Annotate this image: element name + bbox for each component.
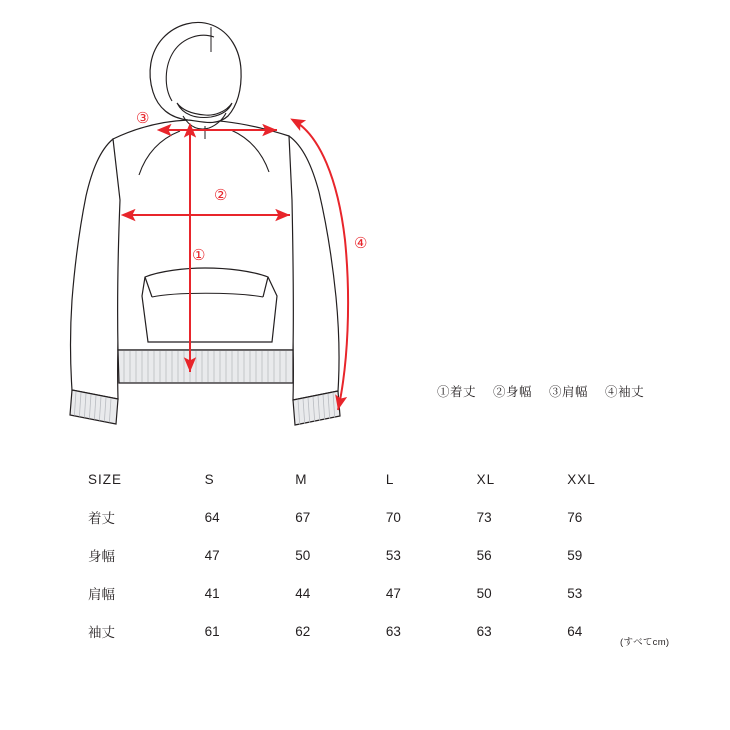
legend-item-shoulder: [549, 385, 588, 399]
table-header-xl: XL: [476, 471, 496, 487]
cell-length-xxl: 76: [567, 509, 583, 525]
legend-label-2: 身幅: [506, 385, 533, 399]
callout-3-label: ③: [136, 110, 150, 127]
table-row: [88, 498, 658, 536]
cell-sleeve-s: 61: [204, 623, 220, 639]
legend-marker-4: ④: [605, 385, 619, 399]
unit-footnote: (すべてcm): [620, 637, 670, 648]
legend-label-3: 肩幅: [562, 385, 589, 399]
cell-shoulder-l: 47: [385, 585, 401, 601]
table-header-m: M: [295, 471, 308, 487]
legend-item-sleeve: [605, 385, 644, 399]
table-row: [88, 612, 658, 650]
cell-sleeve-xl: 63: [476, 623, 492, 639]
cell-length-s: 64: [204, 509, 220, 525]
cell-shoulder-m: 44: [295, 585, 311, 601]
hem-ribbing: [118, 350, 293, 383]
row-label-length: 着丈: [88, 511, 115, 526]
cell-shoulder-xl: 50: [476, 585, 492, 601]
row-label-chest: 身幅: [88, 549, 115, 564]
cell-length-l: 70: [385, 509, 401, 525]
cell-chest-m: 50: [295, 547, 311, 563]
callout-2-label: ②: [214, 187, 228, 204]
table-row: [88, 574, 658, 612]
table-header-row: [88, 460, 658, 498]
cell-sleeve-l: 63: [385, 623, 401, 639]
table-header-xxl: XXL: [567, 471, 596, 487]
legend-label-4: 袖丈: [618, 385, 645, 399]
row-label-sleeve: 袖丈: [88, 625, 115, 640]
kangaroo-pocket: [142, 268, 277, 342]
table-row: [88, 536, 658, 574]
table-header-s: S: [204, 471, 215, 487]
cell-length-m: 67: [295, 509, 311, 525]
row-label-shoulder: 肩幅: [88, 587, 115, 602]
cell-chest-s: 47: [204, 547, 220, 563]
legend-item-chest: [493, 385, 532, 399]
table-header-l: L: [385, 471, 395, 487]
size-table: [88, 460, 658, 650]
cell-shoulder-s: 41: [204, 585, 220, 601]
cell-chest-xl: 56: [476, 547, 492, 563]
cell-sleeve-m: 62: [295, 623, 311, 639]
legend-item-length: [437, 385, 476, 399]
legend-label-1: 着丈: [450, 385, 477, 399]
cell-chest-l: 53: [385, 547, 401, 563]
legend-marker-2: ②: [493, 385, 507, 399]
table-header-size: SIZE: [88, 471, 123, 487]
cell-sleeve-xxl: 64: [567, 623, 583, 639]
cell-length-xl: 73: [476, 509, 492, 525]
callout-4-label: ④: [354, 235, 368, 252]
legend-marker-1: ①: [437, 385, 451, 399]
callout-1-label: ①: [192, 247, 206, 264]
cell-shoulder-xxl: 53: [567, 585, 583, 601]
measurement-legend: [437, 382, 644, 400]
legend-marker-3: ③: [549, 385, 563, 399]
cell-chest-xxl: 59: [567, 547, 583, 563]
